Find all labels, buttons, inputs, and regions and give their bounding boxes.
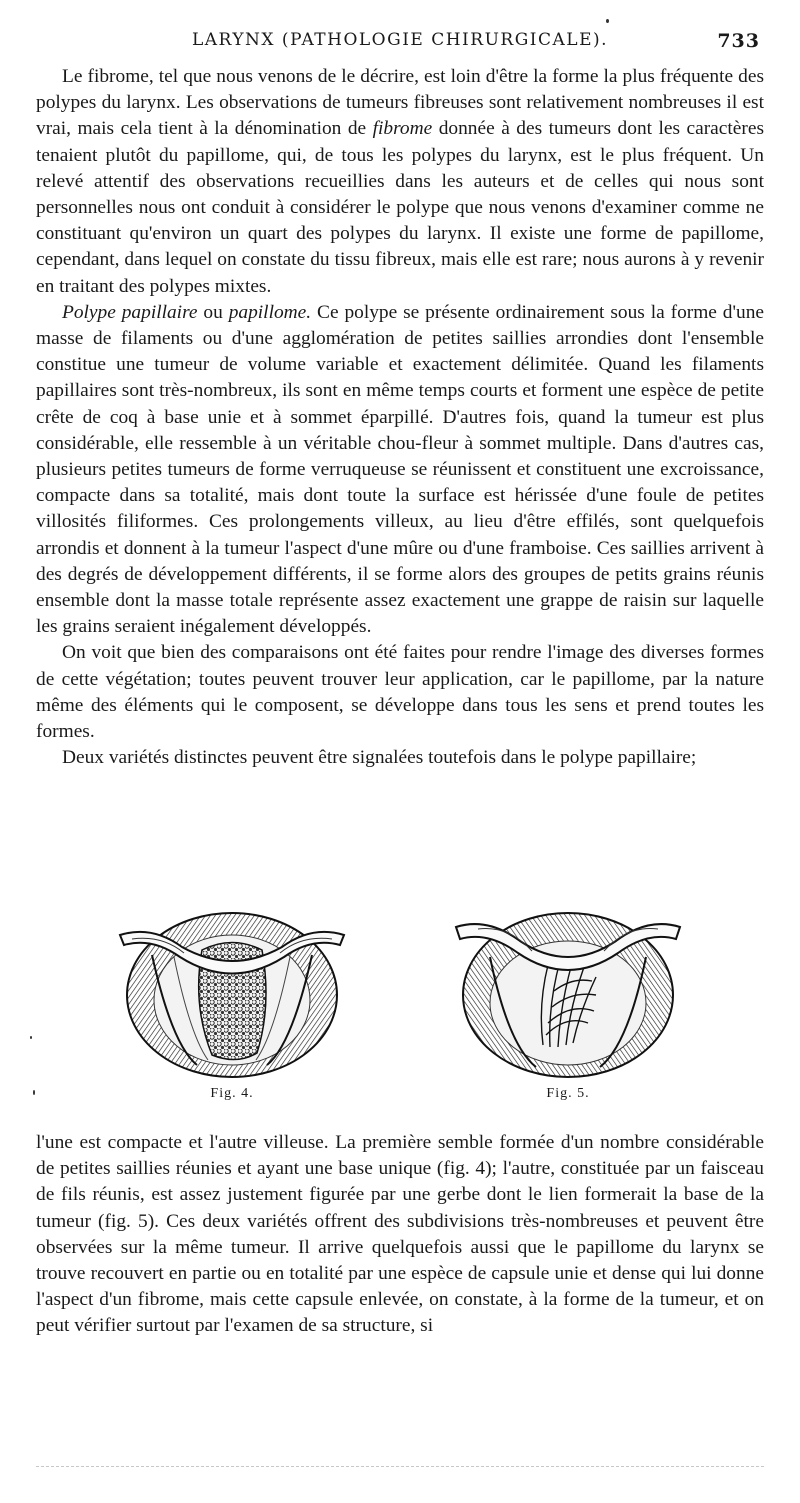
body-text-top xyxy=(36,64,764,771)
paragraph-fibrome xyxy=(36,64,764,300)
paragraph-comparaisons: On voit que bien des comparaisons ont été faites pour rendre l'image des diverses formes de cette végétation; toutes peuvent trouver leur application, car le papillome, par la nature même des éléments qui le composent, se développe dans tous les sens et prend toutes les formes. xyxy=(36,642,764,743)
italic-heading: Polype papillaire xyxy=(62,301,198,323)
paragraph-text: Ce polype se présente ordinairement sous la forme d'une masse de filaments ou d'une agglomération de petites saillies arrondies dont l'ensemble constitue une tumeur de volume variable et exactement délimitée. Quand les filaments papillaires sont très-nombreux, ils sont en même temps courts et forment une espèce de petite crête de coq à base unie et à sommet éparpillé. D'autres fois, quand la tumeur est plus considérable, elle ressemble à un véritable chou-fleur à sommet multiple. Dans d'autres cas, plusieurs petites tumeurs de forme verruqueuse se réunissent et constituent une excroissance, compacte dans sa totalité, mais dont toute la surface est hérissée d'une foule de petites villosités filiformes. Ces prolongements villeux, au lieu d'être effilés, sont quelquefois arrondis et donnent à la tumeur l'aspect d'une mûre ou d'une framboise. Ces saillies arrivent à des degrés de développement différents, il se forme alors des groupes de petits grains réunis ensemble dont la masse totale représente assez exactement une grappe de raisin sur laquelle les grains seraient inégalement développés. xyxy=(36,301,764,638)
figure-4-caption: Fig. 4. xyxy=(210,1086,254,1101)
page-number: 733 xyxy=(717,30,760,52)
page-header xyxy=(36,30,764,56)
figure-4-illustration xyxy=(112,895,352,1080)
paragraph-text: Le fibrome, tel que nous venons de le décrire, est loin d'être la forme la plus fréquente des polypes du larynx. Les observations de tumeurs fibreuses sont relativement nombreuses il est vrai, mais cela tient à la dénomination de xyxy=(36,66,764,140)
page-edge-noise xyxy=(36,1466,764,1469)
ink-speck xyxy=(30,1036,32,1039)
figure-5-illustration xyxy=(448,895,688,1080)
paragraph-text: donnée à des tumeurs dont les caractères tenaient plutôt du papillome, qui, de tous les polypes du larynx, est le plus fréquent. Un relevé attentif des observations recueillies dans les auteurs et de celles qui nous sont personnelles nous ont conduit à considérer le polype que nous venons d'examiner comme ne constituant qu'environ un quart des polypes du larynx. Il existe une forme de papillome, cependant, dans lequel on constate du tissu fibreux, mais elle est rare; nous aurons à y revenir en traitant des polypes mixtes. xyxy=(36,118,764,297)
paragraph-continuation: l'une est compacte et l'autre villeuse. La première semble formée d'un nombre considérable de petites saillies réunies et ayant une base unique (fig. 4); l'autre, constituée par un faisceau de fils réunis, est assez justement figurée par une gerbe dont le lien formerait la base de la tumeur (fig. 5). Ces deux variétés offrent des subdivisions très-nombreuses et peuvent être observées sur la même tumeur. Il arrive quelquefois aussi que le papillome du larynx se trouve recouvert en partie ou en totalité par une espèce de capsule unie et dense qui lui donne l'aspect d'un fibrome, mais cette capsule enlevée, on constate, à la forme de la tumeur, et on peut vérifier surtout par l'examen de sa structure, si xyxy=(36,1132,764,1337)
italic-term: fibrome xyxy=(372,118,433,140)
body-text-bottom xyxy=(36,1130,764,1340)
figure-4 xyxy=(112,895,352,1102)
running-title: LARYNX (PATHOLOGIE CHIRURGICALE). xyxy=(191,30,609,50)
figure-5-caption: Fig. 5. xyxy=(546,1086,590,1101)
paragraph-varietes: Deux variétés distinctes peuvent être signalées toutefois dans le polype papillaire; xyxy=(62,747,697,769)
paragraph-papillome xyxy=(36,300,764,641)
ink-speck xyxy=(606,19,609,23)
italic-heading: papillome. xyxy=(228,301,312,323)
ink-speck xyxy=(33,1090,35,1095)
paragraph-text: ou xyxy=(197,301,229,323)
figure-5 xyxy=(448,895,688,1102)
